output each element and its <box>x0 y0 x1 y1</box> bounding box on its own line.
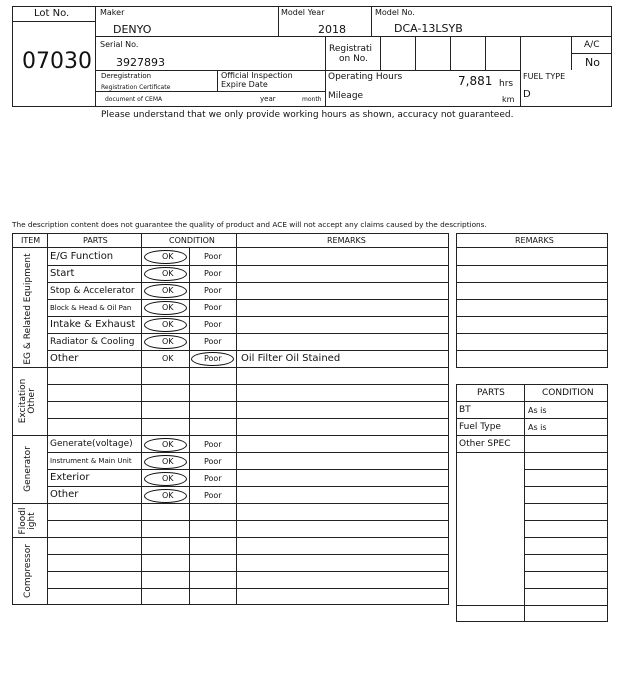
ok-option: OK <box>162 337 174 346</box>
remark-text: Oil Filter Oil Stained <box>241 353 341 364</box>
col-condition-header: CONDITION <box>169 236 215 245</box>
part-label: Stop & Accelerator <box>50 286 135 296</box>
km-label: km <box>502 95 515 104</box>
lot-no-value: 07030 <box>22 49 92 74</box>
condition-circle-mark <box>144 250 187 264</box>
lot-no-label: Lot No. <box>34 8 70 19</box>
poor-option: Poor <box>204 269 222 278</box>
spec-part-label: Other SPEC <box>459 439 511 449</box>
operating-hours-label: Operating Hours <box>328 72 403 82</box>
disclaimer-text: The description content does not guarantee the quality of product and ACE will not accept any claims caused by the descriptions. <box>12 220 487 229</box>
operating-hours-value: 7,881 <box>458 74 493 88</box>
ok-option: OK <box>162 457 174 466</box>
poor-option: Poor <box>204 286 222 295</box>
fuel-type-label: FUEL TYPE <box>523 72 566 81</box>
part-label: Exterior <box>50 472 90 483</box>
poor-option: Poor <box>204 491 222 500</box>
condition-circle-mark <box>144 318 187 332</box>
condition-circle-mark <box>144 335 187 349</box>
part-label: Intake & Exhaust <box>50 319 136 330</box>
serial-no-value: 3927893 <box>116 56 165 69</box>
spec-condition-value: As is <box>528 423 547 432</box>
ok-option: OK <box>162 252 174 261</box>
registration-cert-label: Registration Certificate <box>101 84 171 91</box>
maker-value: DENYO <box>113 23 152 36</box>
part-label: Instrument & Main Unit <box>50 457 132 465</box>
poor-option: Poor <box>204 457 222 466</box>
part-label: Radiator & Cooling <box>50 337 135 347</box>
hrs-label: hrs <box>499 79 514 89</box>
spec-part-label: BT <box>459 405 471 415</box>
ok-option: OK <box>162 303 174 312</box>
part-label: E/G Function <box>50 251 114 262</box>
deregistration-label: Deregistration <box>101 72 152 80</box>
serial-no-label: Serial No. <box>100 40 139 49</box>
condition-circle-mark <box>144 455 187 469</box>
ac-value: No <box>585 56 600 69</box>
mileage-label: Mileage <box>328 91 364 101</box>
condition-circle-mark <box>144 472 187 486</box>
condition-circle-mark <box>144 489 187 503</box>
condition-circle-mark <box>144 438 187 452</box>
ok-option: OK <box>162 354 174 363</box>
model-year-label: Model Year <box>281 8 325 17</box>
section-compressor-label: Compressor <box>23 544 33 598</box>
official-inspection-label: Official Inspection <box>221 71 293 80</box>
col-item-header: ITEM <box>21 236 41 245</box>
part-label: Other <box>50 489 79 500</box>
spec-condition-value: As is <box>528 406 547 415</box>
part-label: Block & Head & Oil Pan <box>50 304 132 312</box>
model-year-value: 2018 <box>318 23 346 36</box>
hours-notice: Please understand that we only provide working hours as shown, accuracy not guaranteed. <box>101 110 514 120</box>
part-label: Other <box>50 353 79 364</box>
condition-circle-mark <box>144 267 187 281</box>
section-floodlight-label: Floodl ight <box>18 507 38 535</box>
fuel-type-value: D <box>523 89 531 100</box>
poor-option: Poor <box>204 303 222 312</box>
col-remarks-header: REMARKS <box>327 236 366 245</box>
poor-option: Poor <box>204 337 222 346</box>
ok-option: OK <box>162 440 174 449</box>
spec-part-label: Fuel Type <box>459 422 501 432</box>
ok-option: OK <box>162 474 174 483</box>
col-parts-header: PARTS <box>83 236 108 245</box>
right-parts-header: PARTS <box>477 388 505 398</box>
expire-date-label: Expire Date <box>221 80 268 89</box>
cema-label: document of CEMA <box>105 96 163 103</box>
maker-label: Maker <box>100 8 125 17</box>
poor-option: Poor <box>204 354 222 363</box>
part-label: Start <box>50 268 75 279</box>
condition-circle-mark <box>144 301 187 315</box>
right-condition-header: CONDITION <box>542 388 594 398</box>
poor-option: Poor <box>204 252 222 261</box>
section-generator-label: Generator <box>23 446 33 492</box>
poor-option: Poor <box>204 320 222 329</box>
ok-option: OK <box>162 491 174 500</box>
registration-label: Registrati <box>329 44 373 54</box>
ok-option: OK <box>162 320 174 329</box>
condition-circle-mark <box>191 352 234 366</box>
ok-option: OK <box>162 269 174 278</box>
ac-label: A/C <box>584 40 600 50</box>
section-excitation-label: Excitation Other <box>18 378 38 424</box>
model-no-label: Model No. <box>375 8 415 17</box>
year-label: year <box>260 95 276 103</box>
part-label: Generate(voltage) <box>50 439 133 449</box>
model-no-value: DCA-13LSYB <box>394 22 463 35</box>
month-label: month <box>302 96 322 103</box>
poor-option: Poor <box>204 474 222 483</box>
poor-option: Poor <box>204 440 222 449</box>
registration-label-2: on No. <box>339 54 369 64</box>
section-eg-label: EG & Related Equipment <box>23 253 33 365</box>
ok-option: OK <box>162 286 174 295</box>
right-remarks-header: REMARKS <box>515 236 554 245</box>
condition-circle-mark <box>144 284 187 298</box>
